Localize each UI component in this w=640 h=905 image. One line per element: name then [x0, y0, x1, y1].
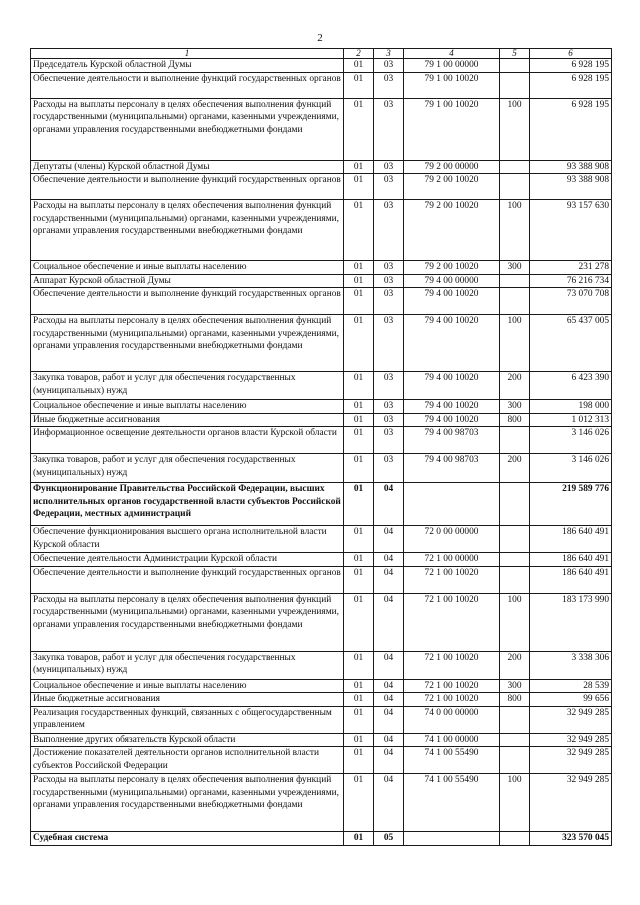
row-section: 01: [344, 59, 374, 73]
row-expense-type: 800: [500, 693, 530, 707]
table-row: [31, 372, 612, 400]
row-name: Обеспечение деятельности и выполнение функций государственных органов: [31, 72, 344, 98]
row-target-article: 79 1 00 00000: [404, 59, 500, 73]
row-target-article: 72 1 00 10020: [404, 566, 500, 593]
row-expense-type: [500, 566, 530, 593]
row-name: Председатель Курской областной Думы: [31, 59, 344, 73]
column-header-target-article: 4: [404, 49, 500, 59]
table-row: [31, 679, 612, 693]
row-subsection: 03: [374, 72, 404, 98]
row-subsection: 03: [374, 261, 404, 275]
row-amount: 219 589 776: [530, 483, 612, 526]
row-section: 01: [344, 553, 374, 567]
row-subsection: 03: [374, 427, 404, 454]
row-name: Обеспечение деятельности и выполнение функций государственных органов: [31, 288, 344, 315]
row-expense-type: [500, 832, 530, 846]
row-target-article: 74 0 00 00000: [404, 706, 500, 733]
table-row: [31, 200, 612, 261]
row-section: 01: [344, 261, 374, 275]
row-amount: 183 173 990: [530, 593, 612, 651]
row-target-article: 79 1 00 10020: [404, 72, 500, 98]
row-name: Обеспечение деятельности и выполнение функций государственных органов: [31, 566, 344, 593]
row-expense-type: 300: [500, 679, 530, 693]
row-target-article: 79 4 00 00000: [404, 274, 500, 288]
row-subsection: 04: [374, 679, 404, 693]
row-amount: 186 640 491: [530, 566, 612, 593]
row-expense-type: [500, 174, 530, 200]
row-section: 01: [344, 174, 374, 200]
table-row: [31, 553, 612, 567]
table-row: [31, 733, 612, 747]
row-target-article: [404, 832, 500, 846]
row-name: Достижение показателей деятельности органов исполнительной власти субъектов Российской Федерации: [31, 747, 344, 774]
row-expense-type: 300: [500, 400, 530, 414]
table-row: [31, 288, 612, 315]
row-amount: 6 423 390: [530, 372, 612, 400]
row-name: Выполнение других обязательств Курской области: [31, 733, 344, 747]
row-amount: 1 012 313: [530, 413, 612, 427]
row-subsection: 03: [374, 288, 404, 315]
row-name: Расходы на выплаты персоналу в целях обеспечения выполнения функций государственными (муниципальными) органами, казенными учреждениями, органами управления государственными внебюджетными фондами: [31, 774, 344, 832]
row-subsection: 04: [374, 774, 404, 832]
row-subsection: 04: [374, 651, 404, 679]
row-amount: 32 949 285: [530, 747, 612, 774]
row-name: Реализация государственных функций, связанных с общегосударственным управлением: [31, 706, 344, 733]
row-name: Социальное обеспечение и иные выплаты населению: [31, 679, 344, 693]
row-subsection: 03: [374, 454, 404, 483]
row-subsection: 03: [374, 315, 404, 372]
row-section: 01: [344, 454, 374, 483]
row-name: Информационное освещение деятельности органов власти Курской области: [31, 427, 344, 454]
row-expense-type: 200: [500, 651, 530, 679]
row-amount: 6 928 195: [530, 72, 612, 98]
row-name: Обеспечение деятельности и выполнение функций государственных органов: [31, 174, 344, 200]
table-row: [31, 693, 612, 707]
row-section: 01: [344, 774, 374, 832]
row-amount: 76 216 734: [530, 274, 612, 288]
row-expense-type: [500, 526, 530, 553]
table-row: [31, 651, 612, 679]
budget-table: [30, 48, 612, 846]
row-expense-type: 800: [500, 413, 530, 427]
row-name: Расходы на выплаты персоналу в целях обеспечения выполнения функций государственными (муниципальными) органами, казенными учреждениями, органами управления государственными внебюджетными фондами: [31, 200, 344, 261]
row-subsection: 04: [374, 733, 404, 747]
table-row: [31, 413, 612, 427]
row-section: 01: [344, 274, 374, 288]
row-amount: 99 656: [530, 693, 612, 707]
row-amount: 3 146 026: [530, 427, 612, 454]
row-amount: 32 949 285: [530, 706, 612, 733]
row-target-article: 72 1 00 10020: [404, 593, 500, 651]
row-expense-type: [500, 59, 530, 73]
row-name: Иные бюджетные ассигнования: [31, 413, 344, 427]
column-header-section: 2: [344, 49, 374, 59]
row-target-article: 79 2 00 10020: [404, 200, 500, 261]
row-name: Аппарат Курской областной Думы: [31, 274, 344, 288]
table-row: [31, 593, 612, 651]
row-subsection: 03: [374, 98, 404, 160]
row-expense-type: 100: [500, 98, 530, 160]
row-amount: 3 146 026: [530, 454, 612, 483]
row-expense-type: 100: [500, 593, 530, 651]
row-subsection: 03: [374, 372, 404, 400]
row-section: 01: [344, 483, 374, 526]
row-name: Обеспечение деятельности Администрации Курской области: [31, 553, 344, 567]
row-target-article: 72 0 00 00000: [404, 526, 500, 553]
row-expense-type: 100: [500, 774, 530, 832]
row-amount: 93 388 908: [530, 174, 612, 200]
row-expense-type: [500, 288, 530, 315]
row-target-article: [404, 483, 500, 526]
row-section: 01: [344, 693, 374, 707]
row-subsection: 03: [374, 413, 404, 427]
table-row: [31, 566, 612, 593]
row-expense-type: [500, 160, 530, 174]
row-section: 01: [344, 315, 374, 372]
row-target-article: 79 4 00 98703: [404, 454, 500, 483]
row-section: 01: [344, 566, 374, 593]
row-target-article: 79 4 00 10020: [404, 400, 500, 414]
table-row: [31, 454, 612, 483]
row-expense-type: [500, 553, 530, 567]
row-expense-type: [500, 706, 530, 733]
row-subsection: 03: [374, 400, 404, 414]
row-subsection: 04: [374, 747, 404, 774]
row-section: 01: [344, 747, 374, 774]
row-section: 01: [344, 706, 374, 733]
row-section: 01: [344, 651, 374, 679]
row-section: 01: [344, 200, 374, 261]
row-amount: 186 640 491: [530, 553, 612, 567]
row-amount: 28 539: [530, 679, 612, 693]
row-name: Закупка товаров, работ и услуг для обеспечения государственных (муниципальных) нужд: [31, 454, 344, 483]
table-row: [31, 774, 612, 832]
row-name: Иные бюджетные ассигнования: [31, 693, 344, 707]
table-row: [31, 483, 612, 526]
table-row: [31, 400, 612, 414]
column-header-amount: 6: [530, 49, 612, 59]
row-name: Обеспечение функционирования высшего органа исполнительной власти Курской области: [31, 526, 344, 553]
row-subsection: 03: [374, 274, 404, 288]
row-target-article: 72 1 00 10020: [404, 651, 500, 679]
table-row: [31, 706, 612, 733]
row-amount: 93 388 908: [530, 160, 612, 174]
column-header-expense-type: 5: [500, 49, 530, 59]
row-amount: 186 640 491: [530, 526, 612, 553]
row-section: 01: [344, 526, 374, 553]
row-target-article: 74 1 00 00000: [404, 733, 500, 747]
row-name: Закупка товаров, работ и услуг для обеспечения государственных (муниципальных) нужд: [31, 372, 344, 400]
row-expense-type: 100: [500, 315, 530, 372]
row-section: 01: [344, 427, 374, 454]
row-expense-type: [500, 427, 530, 454]
row-name: Депутаты (члены) Курской областной Думы: [31, 160, 344, 174]
row-amount: 65 437 005: [530, 315, 612, 372]
table-row: [31, 832, 612, 846]
row-name: Социальное обеспечение и иные выплаты населению: [31, 261, 344, 275]
row-expense-type: [500, 274, 530, 288]
row-expense-type: 200: [500, 372, 530, 400]
row-target-article: 72 1 00 00000: [404, 553, 500, 567]
row-amount: 73 070 708: [530, 288, 612, 315]
row-expense-type: [500, 72, 530, 98]
row-amount: 6 928 195: [530, 59, 612, 73]
table-row: [31, 315, 612, 372]
row-section: 01: [344, 593, 374, 651]
row-amount: 93 157 630: [530, 200, 612, 261]
row-expense-type: [500, 733, 530, 747]
row-subsection: 03: [374, 160, 404, 174]
row-amount: 3 338 306: [530, 651, 612, 679]
row-expense-type: [500, 483, 530, 526]
row-section: 01: [344, 372, 374, 400]
row-amount: 6 928 195: [530, 98, 612, 160]
row-section: 01: [344, 288, 374, 315]
table-row: [31, 261, 612, 275]
table-row: [31, 98, 612, 160]
row-subsection: 04: [374, 706, 404, 733]
row-subsection: 05: [374, 832, 404, 846]
row-section: 01: [344, 160, 374, 174]
row-section: 01: [344, 400, 374, 414]
row-section: 01: [344, 679, 374, 693]
row-amount: 32 949 285: [530, 774, 612, 832]
row-expense-type: 100: [500, 200, 530, 261]
page-number: 2: [317, 32, 323, 44]
row-section: 01: [344, 98, 374, 160]
table-row: [31, 747, 612, 774]
row-section: 01: [344, 733, 374, 747]
column-header-subsection: 3: [374, 49, 404, 59]
row-subsection: 03: [374, 174, 404, 200]
row-section: 01: [344, 72, 374, 98]
row-subsection: 03: [374, 200, 404, 261]
row-name: Расходы на выплаты персоналу в целях обеспечения выполнения функций государственными (муниципальными) органами, казенными учреждениями, органами управления государственными внебюджетными фондами: [31, 315, 344, 372]
header-row: [31, 49, 612, 59]
row-amount: 32 949 285: [530, 733, 612, 747]
row-name: Закупка товаров, работ и услуг для обеспечения государственных (муниципальных) нужд: [31, 651, 344, 679]
row-expense-type: 300: [500, 261, 530, 275]
table-row: [31, 427, 612, 454]
table-row: [31, 72, 612, 98]
row-expense-type: 200: [500, 454, 530, 483]
column-header-name: 1: [31, 49, 344, 59]
row-amount: 323 570 045: [530, 832, 612, 846]
table-row: [31, 160, 612, 174]
row-subsection: 04: [374, 566, 404, 593]
row-subsection: 04: [374, 526, 404, 553]
row-amount: 231 278: [530, 261, 612, 275]
row-target-article: 79 4 00 98703: [404, 427, 500, 454]
row-target-article: 79 1 00 10020: [404, 98, 500, 160]
row-subsection: 03: [374, 59, 404, 73]
row-section: 01: [344, 832, 374, 846]
row-subsection: 04: [374, 693, 404, 707]
row-target-article: 79 4 00 10020: [404, 372, 500, 400]
table-row: [31, 174, 612, 200]
row-target-article: 79 4 00 10020: [404, 413, 500, 427]
row-subsection: 04: [374, 553, 404, 567]
table-row: [31, 274, 612, 288]
row-target-article: 74 1 00 55490: [404, 747, 500, 774]
row-subsection: 04: [374, 483, 404, 526]
table-row: [31, 526, 612, 553]
row-section: 01: [344, 413, 374, 427]
row-target-article: 79 4 00 10020: [404, 288, 500, 315]
row-target-article: 72 1 00 10020: [404, 693, 500, 707]
row-name: Социальное обеспечение и иные выплаты населению: [31, 400, 344, 414]
row-subsection: 04: [374, 593, 404, 651]
row-target-article: 79 2 00 10020: [404, 261, 500, 275]
row-amount: 198 000: [530, 400, 612, 414]
row-name: Судебная система: [31, 832, 344, 846]
row-target-article: 72 1 00 10020: [404, 679, 500, 693]
row-target-article: 79 2 00 00000: [404, 160, 500, 174]
row-target-article: 74 1 00 55490: [404, 774, 500, 832]
row-target-article: 79 4 00 10020: [404, 315, 500, 372]
row-name: Расходы на выплаты персоналу в целях обеспечения выполнения функций государственными (муниципальными) органами, казенными учреждениями, органами управления государственными внебюджетными фондами: [31, 98, 344, 160]
row-expense-type: [500, 747, 530, 774]
row-name: Расходы на выплаты персоналу в целях обеспечения выполнения функций государственными (муниципальными) органами, казенными учреждениями, органами управления государственными внебюджетными фондами: [31, 593, 344, 651]
table-row: [31, 59, 612, 73]
row-name: Функционирование Правительства Российской Федерации, высших исполнительных органов государственной власти субъектов Российской Федерации, местных администраций: [31, 483, 344, 526]
row-target-article: 79 2 00 10020: [404, 174, 500, 200]
